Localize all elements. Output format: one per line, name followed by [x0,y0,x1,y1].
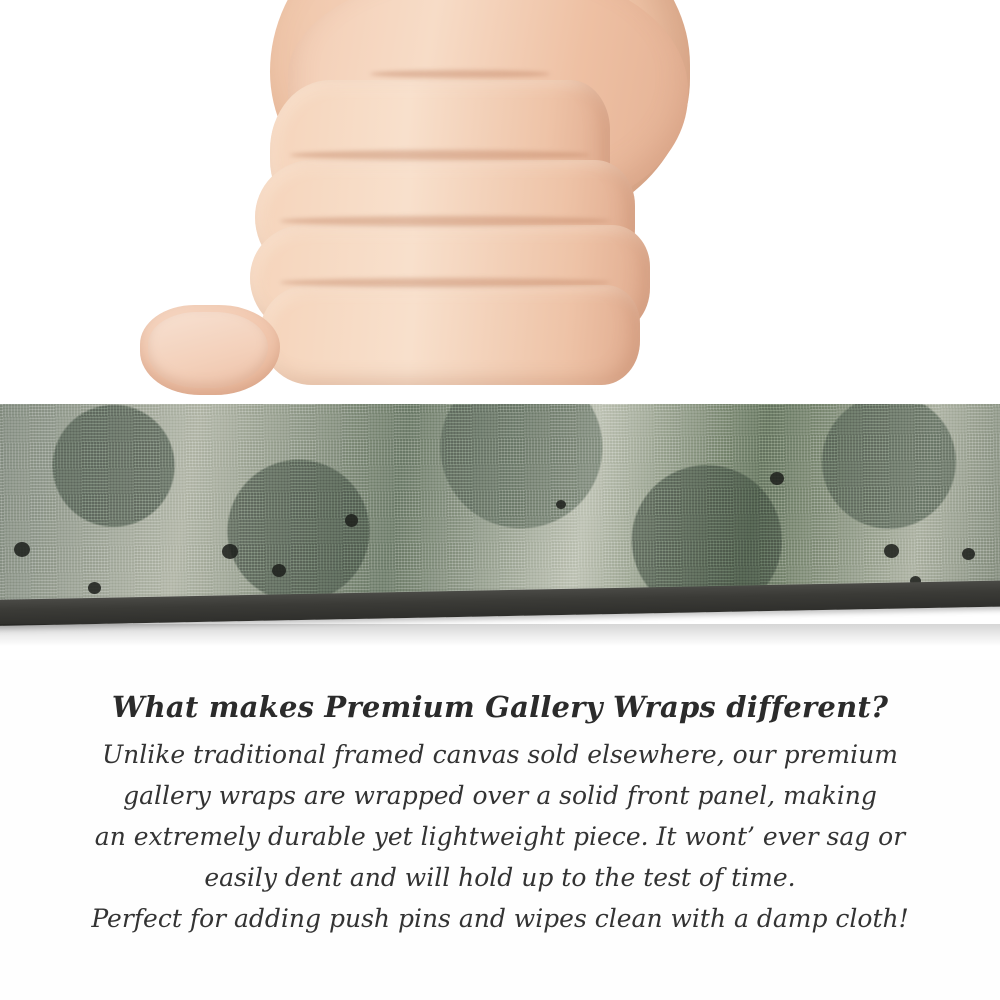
canvas-speck [770,472,784,485]
canvas-speck [88,582,101,594]
fingernail [148,312,268,388]
canvas-speck [962,548,975,560]
caption-line: gallery wraps are wrapped over a solid front panel, making [123,781,877,810]
finger-pinky [260,285,640,385]
finger-crease [280,216,610,226]
canvas-speck [222,544,238,559]
caption-line: Perfect for adding push pins and wipes clean with a damp cloth! [91,904,909,933]
canvas-speck [556,500,566,509]
caption-line: an extremely durable yet lightweight piece. It wont’ ever sag or [94,822,906,851]
finger-crease [290,150,590,160]
canvas-speck [14,542,30,557]
caption-block [0,690,1000,939]
finger-crease [280,278,610,287]
knuckle-crease [370,70,550,78]
caption-line: easily dent and will hold up to the test of time. [204,863,796,892]
canvas-drop-shadow [0,624,1000,646]
caption-title: What makes Premium Gallery Wraps different? [111,690,889,724]
canvas-speck [272,564,286,577]
canvas-speck [345,514,358,527]
canvas-speck [884,544,899,558]
caption-line: Unlike traditional framed canvas sold elsewhere, our premium [102,740,898,769]
hand-illustration [120,0,680,430]
canvas-edge [0,404,1000,640]
